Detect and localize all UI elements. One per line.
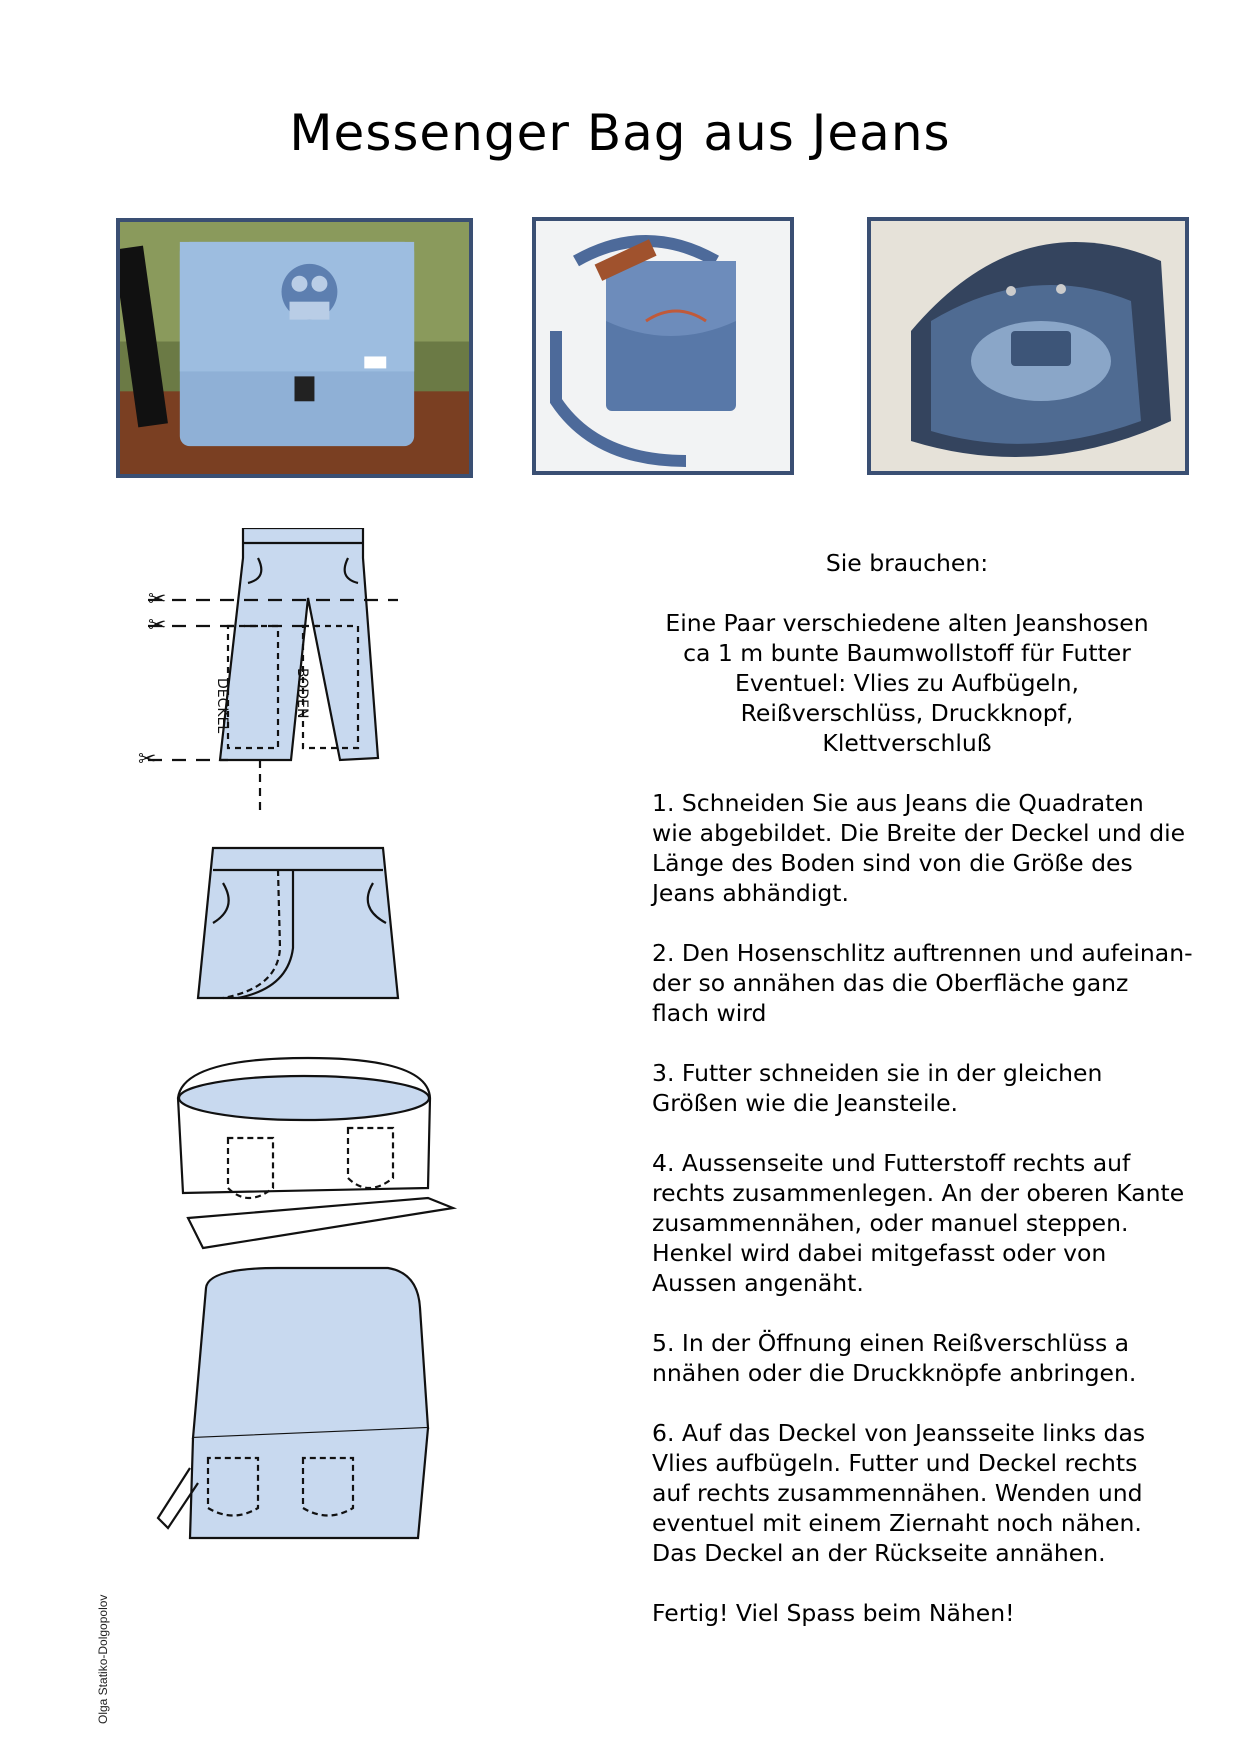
material-line: Reißverschlüss, Druckknopf,	[740, 699, 1074, 727]
step-1: wie abgebildet. Die Breite der Deckel und die	[652, 819, 1186, 847]
step-3: 3. Futter schneiden sie in der gleichen	[652, 1059, 1103, 1087]
step-6: 6. Auf das Deckel von Jeansseite links das	[652, 1419, 1146, 1447]
step-4: Henkel wird dabei mitgefasst oder von	[652, 1239, 1107, 1267]
svg-text:✂: ✂	[148, 613, 167, 638]
material-line: Klettverschluß	[822, 729, 992, 757]
step-6: Vlies aufbügeln. Futter und Deckel rechts	[652, 1449, 1138, 1477]
flap-bag-drawing	[193, 1268, 428, 1438]
step-2: der so annähen das die Oberfläche ganz	[652, 969, 1129, 997]
step-1: 1. Schneiden Sie aus Jeans die Quadraten	[652, 789, 1144, 817]
step-4: 4. Aussenseite und Futterstoff rechts auf	[652, 1149, 1131, 1177]
step-6: Das Deckel an der Rückseite annähen.	[652, 1539, 1106, 1567]
material-line: ca 1 m bunte Baumwollstoff für Futter	[683, 639, 1131, 667]
material-line: Eine Paar verschiedene alten Jeanshosen	[665, 609, 1149, 637]
material-line: Eventuel: Vlies zu Aufbügeln,	[735, 669, 1079, 697]
step-6: eventuel mit einem Ziernaht noch nähen.	[652, 1509, 1142, 1537]
svg-text:✂: ✂	[148, 587, 167, 612]
step-5: 5. In der Öffnung einen Reißverschlüss a	[652, 1329, 1130, 1357]
label-deckel: DECKEL	[214, 678, 230, 734]
closing-line: Fertig! Viel Spass beim Nähen!	[652, 1599, 1015, 1627]
instructions	[652, 548, 1212, 1628]
materials-heading: Sie brauchen:	[825, 549, 989, 577]
photo-messenger-bag	[116, 218, 473, 478]
label-boden: BODEN	[294, 668, 310, 719]
step-2: 2. Den Hosenschlitz auftrennen und aufeinan-	[652, 939, 1193, 967]
step-6: auf rechts zusammennähen. Wenden und	[652, 1479, 1143, 1507]
jeans-drawing	[220, 528, 378, 760]
step-1: Jeans abhändigt.	[652, 879, 849, 907]
sewing-illustrations	[128, 528, 478, 1748]
step-5: nnähen oder die Druckknöpfe anbringen.	[652, 1359, 1137, 1387]
step-3: Größen wie die Jeansteile.	[652, 1089, 958, 1117]
step-1: Länge des Boden sind von die Größe des	[652, 849, 1133, 877]
photo-hobo-bag	[867, 217, 1189, 475]
step-4: zusammennähen, oder manuel steppen.	[652, 1209, 1129, 1237]
step-2: flach wird	[652, 999, 767, 1027]
svg-text:✂: ✂	[138, 747, 157, 772]
step-4: Aussen angenäht.	[652, 1269, 864, 1297]
author-credit: Olga Statiko-Dolgopolov	[96, 1594, 110, 1724]
page-title: Messenger Bag aus Jeans	[289, 104, 951, 162]
photo-shoulder-bag	[532, 217, 794, 475]
step-4: rechts zusammenlegen. An der oberen Kante	[652, 1179, 1185, 1207]
